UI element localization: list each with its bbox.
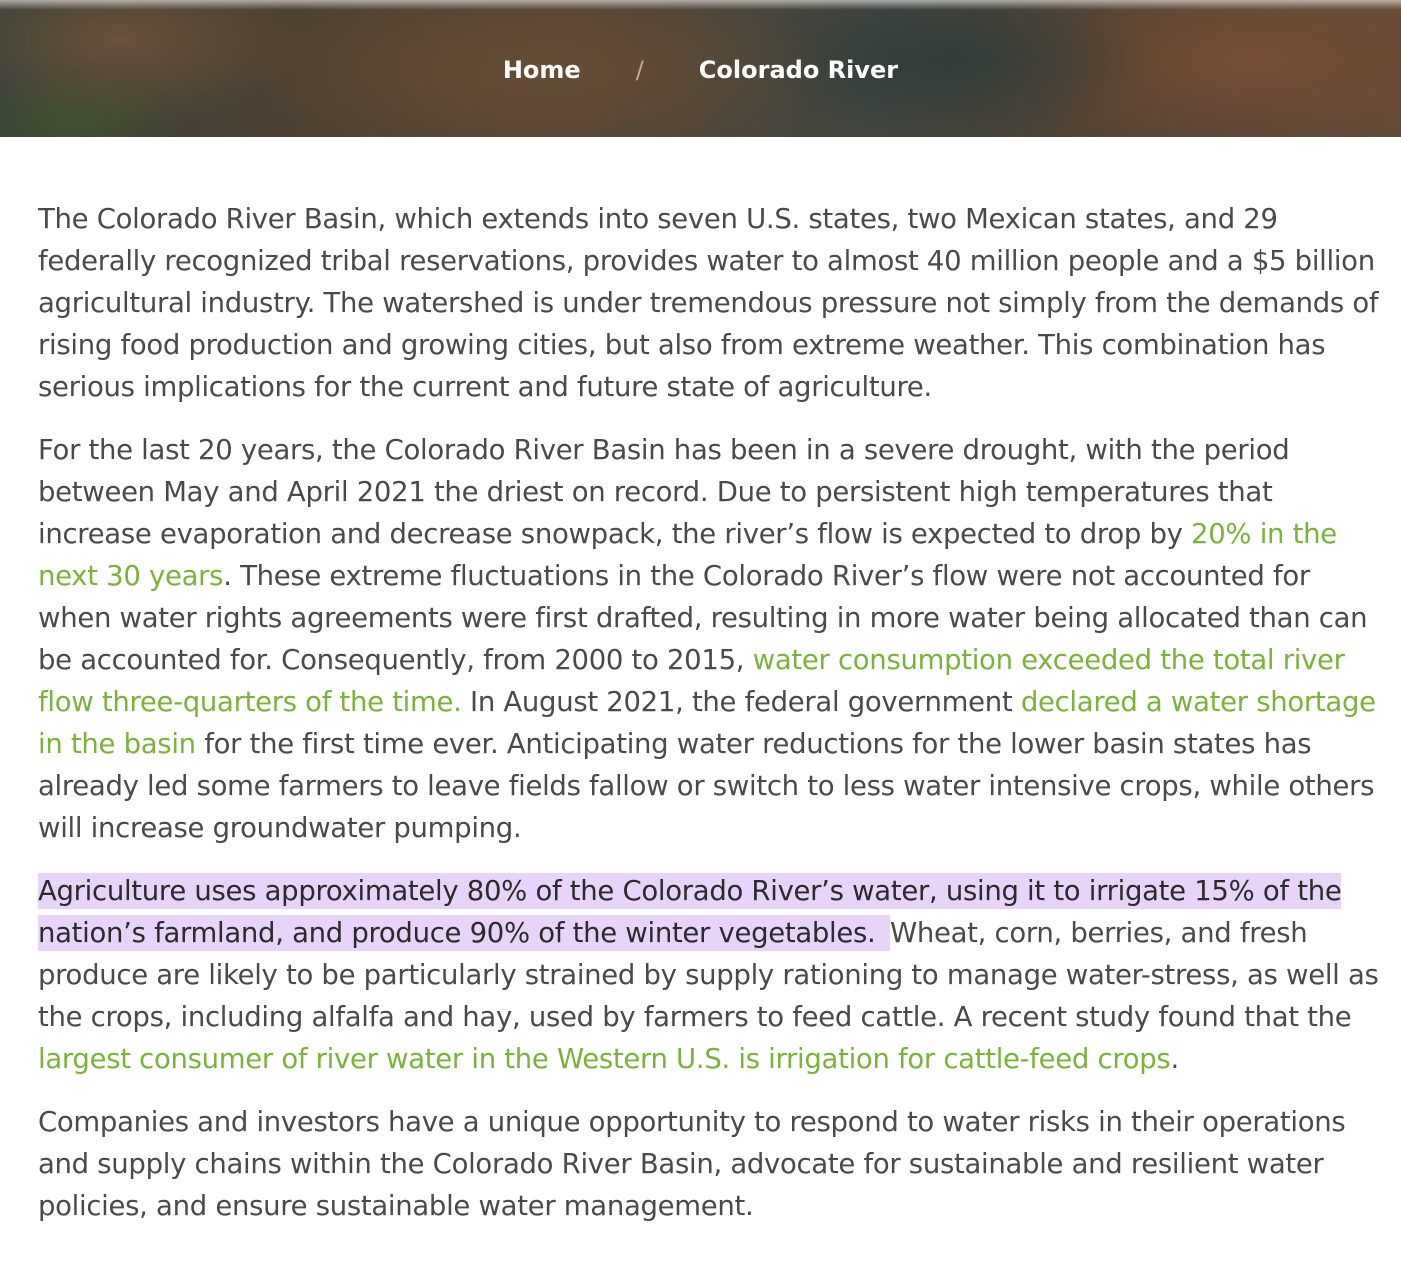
article-paragraph-1: The Colorado River Basin, which extends into seven U.S. states, two Mexican states, and 29 federally recognized tribal reservations, provides water to almost 40 million people and a $5 billion agricultural industry. The watershed is under tremendous pressure not simply from the demands of rising food production and growing cities, but also from extreme weather. This combination has serious implications for the current and future state of agriculture.	[38, 203, 1379, 403]
flow-drop-link[interactable]: 20% in the next 30 years	[38, 518, 1337, 592]
paragraph-text: Wheat, corn, berries, and fresh produce are likely to be particularly strained by supply rationing to manage water-stress, as well as the crops, including alfalfa and hay, used by farmers to feed cattle. A recent study found that the	[38, 917, 1379, 1033]
water-consumption-link[interactable]: water consumption exceeded the total river flow three-quarters of the time.	[38, 644, 1345, 718]
article-paragraph-3	[38, 870, 1383, 1080]
breadcrumb-separator: /	[635, 56, 644, 84]
breadcrumb	[0, 56, 1401, 84]
article-paragraph-4: Companies and investors have a unique opportunity to respond to water risks in their operations and supply chains within the Colorado River Basin, advocate for sustainable and resilient water policies, and ensure sustainable water management.	[38, 1106, 1346, 1222]
paragraph-text: . These extreme fluctuations in the Colorado River’s flow were not accounted for when water rights agreements were first drafted, resulting in more water being allocated than can be accounted for. Consequently, from 2000 to 2015,	[38, 560, 1368, 676]
cattle-feed-study-link[interactable]: largest consumer of river water in the Western U.S. is irrigation for cattle-feed crops	[38, 1043, 1171, 1075]
article-paragraph-2	[38, 429, 1383, 849]
hero-banner	[0, 0, 1401, 137]
breadcrumb-home-link[interactable]: Home	[502, 56, 581, 84]
article-body	[38, 198, 1383, 1248]
paragraph-text: In August 2021, the federal government	[461, 686, 1021, 718]
highlighted-text: Agriculture uses approximately 80% of the Colorado River’s water, using it to irrigate 15% of the nation’s farmland, and produce 90% of the winter vegetables.	[38, 875, 1342, 949]
paragraph-text: For the last 20 years, the Colorado River Basin has been in a severe drought, with the period between May and April 2021 the driest on record. Due to persistent high temperatures that increase evaporation and decrease snowpack, the river’s flow is expected to drop by	[38, 434, 1290, 550]
paragraph-text: .	[1170, 1043, 1179, 1075]
breadcrumb-current-page: Colorado River	[698, 56, 899, 84]
water-shortage-link[interactable]: declared a water shortage in the basin	[38, 686, 1376, 760]
paragraph-text: for the first time ever. Anticipating water reductions for the lower basin states has already led some farmers to leave fields fallow or switch to less water intensive crops, while others will increase groundwater pumping.	[38, 728, 1375, 844]
